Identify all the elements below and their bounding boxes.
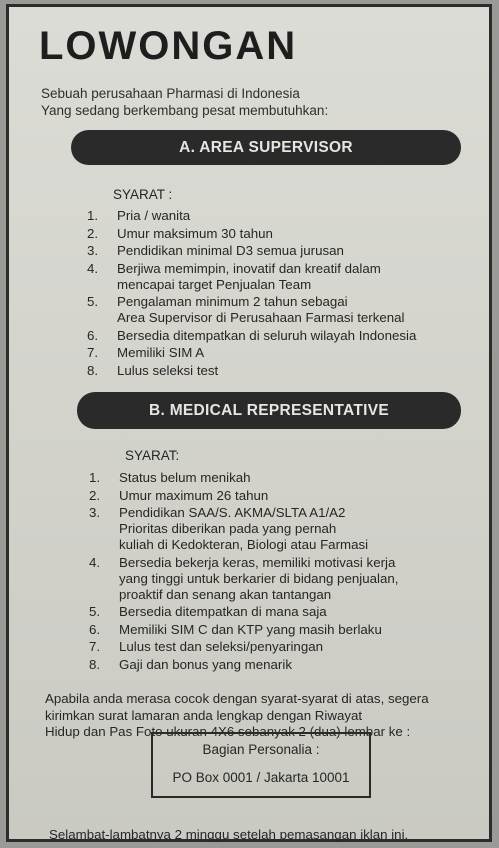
requirement-item	[87, 327, 457, 344]
requirement-number: 8.	[89, 656, 101, 672]
requirement-number: 5.	[87, 294, 99, 309]
requirement-item	[89, 639, 459, 655]
requirement-text: Memiliki SIM C dan KTP yang masih berlaku	[119, 621, 382, 637]
requirement-number: 6.	[87, 327, 99, 343]
requirement-number: 2.	[87, 225, 99, 241]
requirement-number: 5.	[89, 604, 101, 619]
requirement-number: 3.	[87, 243, 99, 258]
requirement-text: Umur maksimum 30 tahun	[117, 225, 273, 241]
address-po-box: PO Box 0001 / Jakarta 10001	[172, 770, 350, 785]
address-department: Bagian Personalia :	[202, 742, 320, 757]
requirement-item	[87, 243, 457, 259]
section-a-requirements	[87, 208, 457, 380]
requirement-text: Status belum menikah	[119, 470, 251, 485]
closing-line: Hidup dan Pas Foto ukuran 4X6 sebanyak 2 (dua) lembar ke :	[45, 724, 411, 739]
requirement-number: 2.	[89, 487, 101, 503]
requirement-item	[89, 604, 459, 620]
requirement-item	[87, 260, 457, 293]
requirement-text: proaktif dan senang akan tantangan	[119, 586, 332, 602]
requirement-item	[87, 208, 457, 224]
requirement-item	[89, 487, 459, 504]
intro-text	[41, 85, 328, 119]
requirement-item	[87, 345, 457, 361]
requirement-item	[87, 294, 457, 326]
requirement-item	[89, 554, 459, 603]
requirement-text: Umur maximum 26 tahun	[119, 487, 269, 503]
requirement-text: Berjiwa memimpin, inovatif dan kreatif dalam	[117, 260, 381, 276]
requirement-text: Bersedia ditempatkan di seluruh wilayah Indonesia	[117, 327, 417, 343]
requirement-number: 7.	[89, 639, 101, 654]
requirement-text: Pengalaman minimum 2 tahun sebagai	[117, 294, 348, 309]
job-advertisement	[6, 4, 492, 842]
requirement-text: Lulus seleksi test	[117, 362, 219, 378]
requirement-item	[87, 362, 457, 379]
requirement-item	[89, 470, 459, 486]
requirement-text: mencapai target Penjualan Team	[117, 276, 312, 292]
address-box	[151, 732, 371, 798]
requirement-text: Bersedia bekerja keras, memiliki motivasi kerja	[119, 554, 396, 570]
intro-line: Yang sedang berkembang pesat membutuhkan:	[41, 103, 329, 118]
requirement-number: 3.	[89, 505, 101, 520]
requirement-text: Bersedia ditempatkan di mana saja	[119, 604, 327, 619]
requirement-number: 1.	[89, 470, 101, 485]
requirement-text: Memiliki SIM A	[117, 345, 205, 360]
ad-title: LOWONGAN	[39, 24, 298, 68]
requirement-text: Pria / wanita	[117, 208, 191, 223]
requirement-number: 4.	[87, 260, 99, 276]
section-a-syarat-label: SYARAT :	[113, 187, 173, 202]
requirement-number: 6.	[89, 621, 101, 637]
requirement-text: Prioritas diberikan pada yang pernah	[119, 521, 337, 536]
requirement-text: yang tinggi untuk berkarier di bidang penjualan,	[119, 570, 399, 586]
requirement-number: 8.	[87, 362, 99, 378]
requirement-text: Lulus test dan seleksi/penyaringan	[119, 639, 324, 654]
intro-line: Sebuah perusahaan Pharmasi di Indonesia	[41, 86, 300, 101]
requirement-number: 7.	[87, 345, 99, 360]
section-a-heading: A. AREA SUPERVISOR	[71, 130, 461, 165]
requirement-item	[87, 225, 457, 242]
section-b-syarat-label: SYARAT:	[125, 448, 180, 463]
requirement-item	[89, 621, 459, 638]
requirement-item	[89, 656, 459, 673]
requirement-text: kuliah di Kedokteran, Biologi atau Farmasi	[119, 537, 369, 552]
requirement-text: Pendidikan SAA/S. AKMA/SLTA A1/A2	[119, 505, 346, 520]
requirement-number: 4.	[89, 554, 101, 570]
section-b-heading: B. MEDICAL REPRESENTATIVE	[77, 392, 461, 429]
requirement-text: Pendidikan minimal D3 semua jurusan	[117, 243, 344, 258]
closing-line: Apabila anda merasa cocok dengan syarat-syarat di atas, segera	[45, 691, 429, 706]
requirement-item	[89, 505, 459, 553]
deadline-note: Selambat-lambatnya 2 minggu setelah pemasangan iklan ini.	[49, 827, 409, 842]
requirement-number: 1.	[87, 208, 99, 223]
requirement-text: Gaji dan bonus yang menarik	[119, 656, 292, 672]
requirement-text: Area Supervisor di Perusahaan Farmasi terkenal	[117, 310, 405, 325]
section-b-requirements	[89, 470, 459, 674]
closing-line: kirimkan surat lamaran anda lengkap dengan Riwayat	[45, 707, 363, 723]
